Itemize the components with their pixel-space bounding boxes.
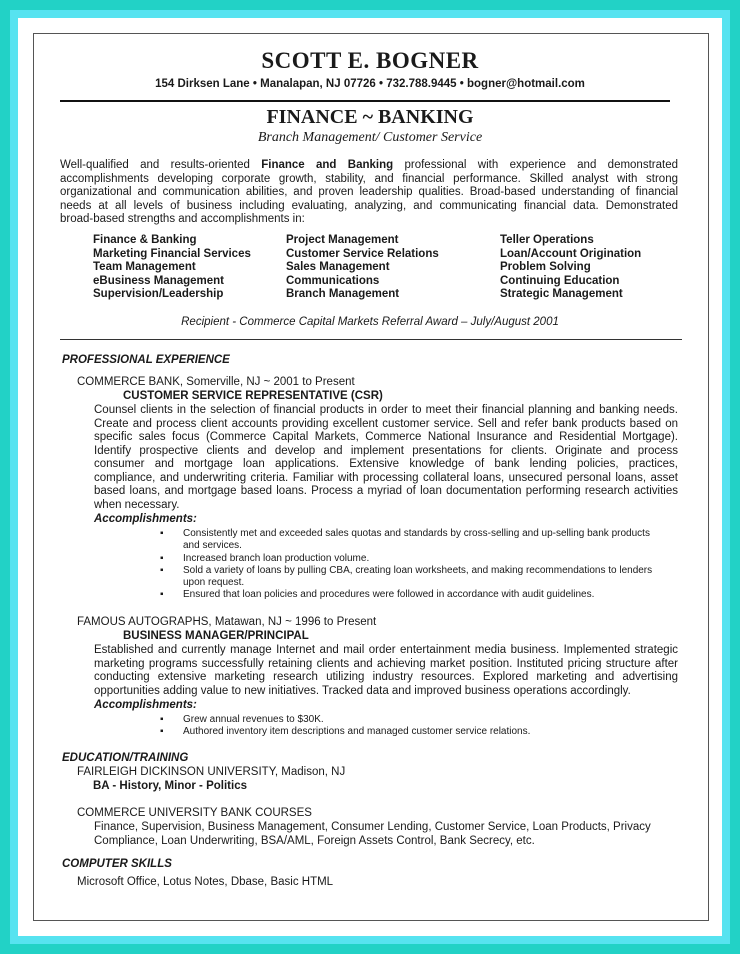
list-item: ▪ Consistently met and exceeded sales quotas and standards by cross-selling and up-selling bank products and services.	[160, 528, 650, 552]
list-item: ▪ Sold a variety of loans by pulling CBA, creating loan worksheets, and making recommendations to lenders upon request.	[160, 564, 653, 589]
skill-item: eBusiness Management	[93, 274, 225, 287]
bullet-icon: ▪	[160, 714, 164, 725]
job-employer: COMMERCE BANK, Somerville, NJ ~ 2001 to Present	[77, 376, 355, 388]
skill-item: Communications	[286, 274, 380, 287]
job-line: specific sales focus (Commerce Capital Markets, Commerce National Insurance and Residential Mortgage).	[94, 431, 678, 443]
accomplishments-list	[158, 714, 683, 739]
computer-skills-text: Microsoft Office, Lotus Notes, Dbase, Basic HTML	[77, 876, 334, 888]
summary-line: organizational and communication abilities, and proven leadership qualities. Broad-based understanding of financial	[60, 186, 678, 198]
degree: BA - History, Minor - Politics	[93, 780, 247, 792]
summary-paragraph	[60, 159, 678, 227]
skill-item: Continuing Education	[500, 274, 620, 287]
bullet-icon: ▪	[160, 564, 164, 576]
job-line: Established and currently manage Internet and mail order entertainment media business. Implemented strategic	[94, 644, 678, 656]
accomplishments-list	[158, 528, 683, 602]
experience-heading: PROFESSIONAL EXPERIENCE	[62, 354, 230, 366]
job-employer: FAMOUS AUTOGRAPHS, Matawan, NJ ~ 1996 to Present	[77, 616, 377, 628]
skill-item: Branch Management	[286, 288, 400, 301]
candidate-name: SCOTT E. BOGNER	[261, 48, 479, 73]
professional-subtitle: Branch Management/ Customer Service	[257, 130, 483, 145]
skill-item: Problem Solving	[500, 261, 591, 274]
bullet-icon: ▪	[160, 528, 164, 539]
list-item: ▪ Ensured that loan policies and procedures were followed in accordance with audit guidelines.	[160, 589, 595, 601]
contact-line: 154 Dirksen Lane • Manalapan, NJ 07726 • 732.788.9445 • bogner@hotmail.com	[155, 78, 585, 90]
bullet-icon: ▪	[160, 589, 164, 601]
summary-line: accomplishments developing corporate growth, stability, and financial performance. Skilled analyst with strong	[60, 172, 678, 185]
job-line: based loans, and mortgage based loans. Process a myriad of loan documentation performing research activities	[94, 485, 678, 497]
job-line: Create and process client accounts providing excellent customer service. Sell and refer bank products based on	[94, 417, 678, 430]
list-item: ▪ Grew annual revenues to $30K.	[160, 714, 324, 725]
skills-column-3	[500, 234, 641, 302]
skill-item: Project Management	[286, 234, 399, 246]
job-line: compliance, and underwriting criteria. Familiar with processing collateral loans, unsecured personal loans, asset	[94, 471, 678, 484]
skills-column-1	[93, 234, 251, 302]
computer-skills-heading: COMPUTER SKILLS	[62, 858, 172, 870]
job-role: CUSTOMER SERVICE REPRESENTATIVE (CSR)	[123, 390, 383, 402]
job-description	[94, 404, 678, 512]
skill-item: Team Management	[93, 261, 196, 274]
job-line: conducting extensive marketing research utilizing industry resources. Explored marketing and advertising	[94, 671, 678, 683]
job-line: when necessary.	[94, 498, 180, 511]
courses-line: Finance, Supervision, Business Management, Consumer Lending, Customer Service, Loan Products, Privacy	[94, 821, 651, 833]
job-line: consumer and mortgage loan applications. Extensive knowledge of bank lending policies, practices,	[94, 458, 678, 470]
award-line: Recipient - Commerce Capital Markets Referral Award – July/August 2001	[181, 316, 559, 328]
resume-page	[18, 18, 722, 936]
bullet-icon: ▪	[160, 726, 164, 738]
summary-line: needs at all levels of business including evaluating, analyzing, and communicating financial data. Demonstrated	[60, 199, 678, 212]
school-name: FAIRLEIGH DICKINSON UNIVERSITY, Madison, NJ	[77, 766, 346, 778]
job-line: marketing programs successfully retaining clients and achieving market position. Instituted pricing structure after	[94, 657, 678, 670]
skill-item: Marketing Financial Services	[93, 247, 251, 260]
education-heading: EDUCATION/TRAINING	[62, 752, 189, 764]
job-line: opportunities adding value to new initiatives. Tracked data and improved business operations accordingly.	[94, 684, 631, 697]
courses-line: Compliance, Loan Underwriting, BSA/AML, Foreign Assets Control, Bank Secrecy, etc.	[94, 835, 535, 847]
accomplishments-label: Accomplishments:	[94, 513, 197, 525]
skill-item: Customer Service Relations	[286, 247, 439, 260]
job-line: Counsel clients in the selection of financial products in order to meet their financial planning and banking needs.	[94, 404, 678, 416]
skill-item: Strategic Management	[500, 288, 623, 301]
skills-column-2	[286, 234, 439, 302]
summary-line: broad-based strengths and accomplishments in:	[60, 213, 305, 225]
list-item: ▪ Authored inventory item descriptions and managed customer service relations.	[160, 726, 531, 738]
job-role: BUSINESS MANAGER/PRINCIPAL	[123, 630, 309, 642]
header-divider	[60, 100, 670, 102]
list-item: ▪ Increased branch loan production volume.	[160, 552, 370, 564]
section-divider	[60, 339, 682, 340]
skill-item: Finance & Banking	[93, 234, 197, 246]
accomplishments-label: Accomplishments:	[94, 699, 197, 711]
professional-title: FINANCE ~ BANKING	[266, 106, 474, 128]
bullet-icon: ▪	[160, 552, 164, 564]
summary-line: Well-qualified and results-oriented Finance and Banking professional with experience and demonstrated	[60, 159, 678, 171]
skill-item: Teller Operations	[500, 234, 594, 246]
job-line: Identify prospective clients and develop and implement presentations for clients. Originate and process	[94, 444, 678, 457]
skill-item: Supervision/Leadership	[93, 288, 224, 301]
courses-title: COMMERCE UNIVERSITY BANK COURSES	[77, 807, 312, 819]
job-description	[94, 644, 678, 698]
skill-item: Sales Management	[286, 261, 390, 274]
skill-item: Loan/Account Origination	[500, 247, 642, 260]
